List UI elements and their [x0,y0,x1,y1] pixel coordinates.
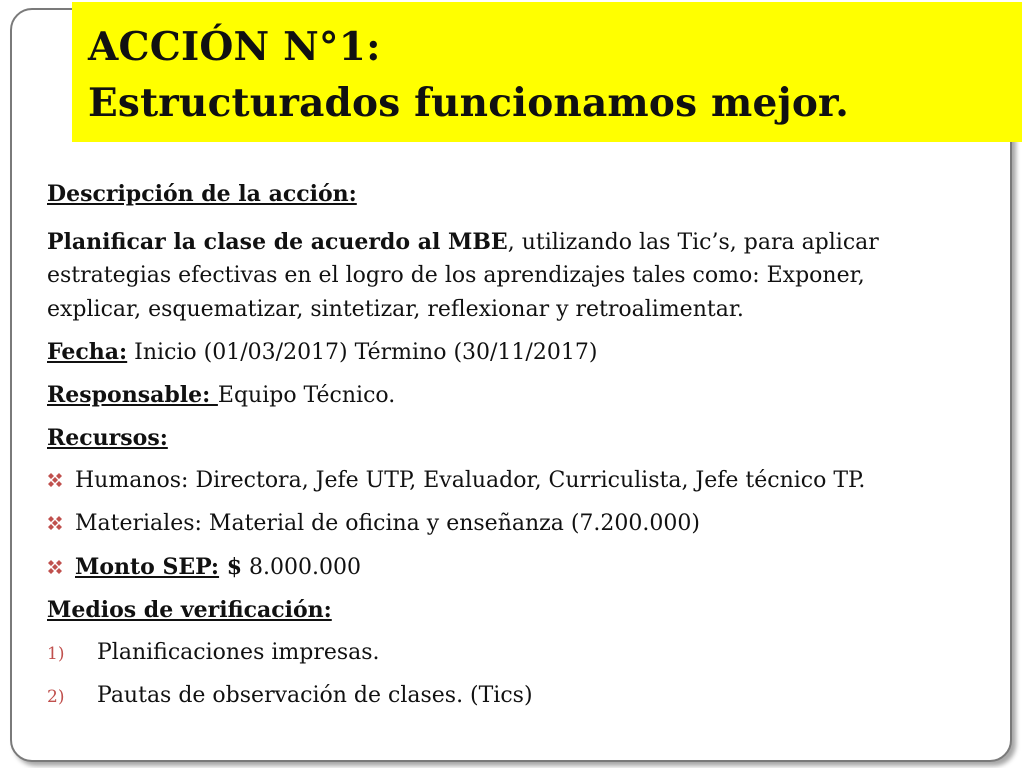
responsable-label: Responsable: [47,382,218,408]
medio-number: 2) [47,687,65,707]
medio-text: Pautas de observación de clases. (Tics) [97,683,533,708]
monto-label: Monto SEP: [75,554,220,580]
responsable-row [47,381,395,410]
description-line-1 [47,228,879,257]
title-line-2: Estructurados funcionamos mejor. [88,80,849,126]
monto-amount: 8.000.000 [242,555,361,580]
description-line-3: explicar, esquematizar, sintetizar, reflexionar y retroalimentar. [47,297,744,322]
monto-symbol: $ [219,554,243,580]
description-bold: Planificar la clase de acuerdo al MBE [47,229,508,255]
responsable-value: Equipo Técnico. [217,383,396,408]
diamond-bullet-icon [47,472,63,488]
description-line-1-rest: , utilizando las Tic’s, para aplicar [507,230,879,255]
description-line-2: estrategias efectivas en el logro de los aprendizajes tales como: Exponer, [47,263,865,288]
diamond-bullet-icon [47,515,63,531]
recurso-text: Humanos: Directora, Jefe UTP, Evaluador, Curriculista, Jefe técnico TP. [75,468,866,493]
recurso-item [47,510,700,538]
title-line-1: ACCIÓN N°1: [88,24,381,70]
fecha-value: Inicio (01/03/2017) Término (30/11/2017) [127,340,598,365]
recurso-text: Materiales: Material de oficina y enseñanza (7.200.000) [75,511,700,536]
recurso-item-monto [47,553,361,582]
medio-item [47,682,533,711]
recurso-item [47,467,865,495]
medios-heading: Medios de verificación: [47,597,332,623]
medio-number: 1) [47,644,65,664]
recursos-heading: Recursos: [47,425,168,451]
medio-item [47,639,380,668]
title-banner [72,2,1022,142]
fecha-label: Fecha: [47,339,128,365]
fecha-row [47,338,597,367]
description-heading: Descripción de la acción: [47,181,357,207]
medio-text: Planificaciones impresas. [97,640,380,665]
diamond-bullet-icon [47,559,63,575]
